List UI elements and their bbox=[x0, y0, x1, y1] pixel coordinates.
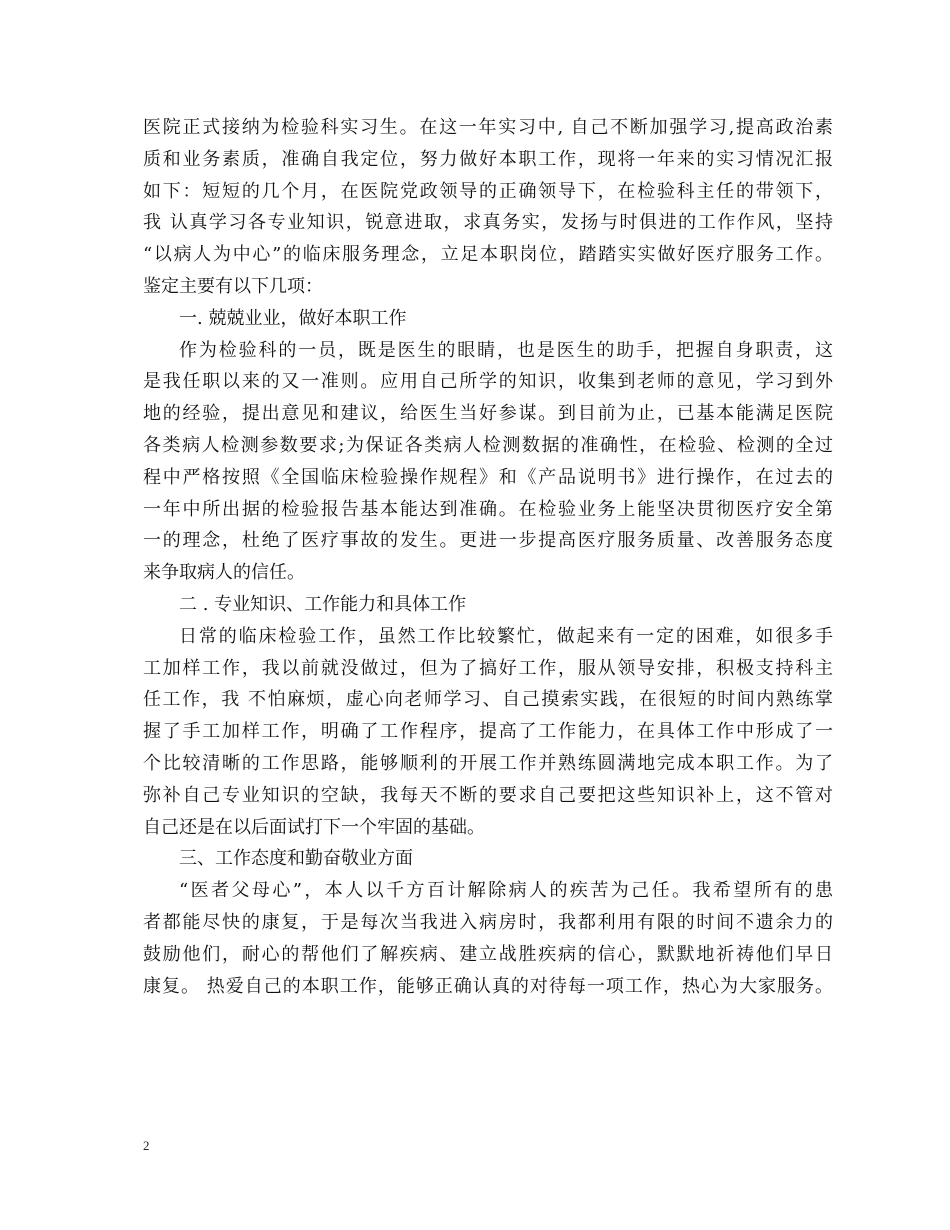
text-line: 是我任职以来的又一准则。应用自己所学的知识，收集到老师的意见，学习到外 bbox=[143, 371, 833, 393]
section-heading: 三、工作态度和勤奋敬业方面 bbox=[179, 848, 413, 870]
text-line: 自己还是在以后面试打下一个牢固的基础。 bbox=[143, 816, 485, 838]
text-line: 来争取病人的信任。 bbox=[143, 562, 305, 584]
text-line: 弥补自己专业知识的空缺，我每天不断的要求自己要把这些知识补上，这不管对 bbox=[143, 784, 833, 806]
text-line: 者都能尽快的康复，于是每次当我进入病房时，我都利用有限的时间不遗余力的 bbox=[143, 911, 833, 933]
text-line: 工加样工作，我以前就没做过，但为了搞好工作，服从领导安排，积极支持科主 bbox=[143, 657, 833, 679]
text-line: 作为检验科的一员，既是医生的眼睛，也是医生的助手，把握自身职责，这 bbox=[179, 339, 833, 361]
text-line: 鉴定主要有以下几项： bbox=[143, 275, 323, 297]
section-heading: 一. 兢兢业业，做好本职工作 bbox=[179, 307, 407, 329]
text-line: 握了手工加样工作，明确了工作程序，提高了工作能力，在具体工作中形成了一 bbox=[143, 721, 833, 743]
text-line: 程中严格按照《全国临床检验操作规程》和《产品说明书》进行操作，在过去的 bbox=[143, 466, 833, 488]
text-line: “以病人为中心”的临床服务理念，立足本职岗位，踏踏实实做好医疗服务工作。 bbox=[143, 244, 833, 266]
page-number: 2 bbox=[143, 1138, 150, 1153]
text-line: 日常的临床检验工作，虽然工作比较繁忙，做起来有一定的困难，如很多手 bbox=[179, 625, 833, 647]
section-heading: 二 . 专业知识、工作能力和具体工作 bbox=[179, 593, 467, 615]
text-line: 如下：短短的几个月，在医院党政领导的正确领导下，在检验科主任的带领下， bbox=[143, 180, 833, 202]
text-line: 地的经验，提出意见和建议，给医生当好参谋。到目前为止，已基本能满足医院 bbox=[143, 403, 833, 425]
text-line: 鼓励他们，耐心的帮他们了解疾病、建立战胜疾病的信心，默默地祈祷他们早日 bbox=[143, 943, 833, 965]
text-line: “医者父母心”，本人以千方百计解除病人的疾苦为己任。我希望所有的患 bbox=[179, 880, 833, 902]
text-line: 任工作，我 不怕麻烦，虚心向老师学习、自己摸索实践，在很短的时间内熟练掌 bbox=[143, 689, 833, 711]
text-line: 医院正式接纳为检验科实习生。在这一年实习中, 自己不断加强学习,提高政治素 bbox=[143, 117, 833, 138]
text-line: 个比较清晰的工作思路，能够顺利的开展工作并熟练圆满地完成本职工作。为了 bbox=[143, 752, 833, 774]
text-line: 康复。 热爱自己的本职工作，能够正确认真的对待每一项工作，热心为大家服务。 bbox=[143, 975, 833, 997]
body-text bbox=[143, 112, 833, 1002]
text-line: 质和业务素质，准确自我定位，努力做好本职工作，现将一年来的实习情况汇报 bbox=[143, 148, 833, 170]
text-line: 各类病人检测参数要求;为保证各类病人检测数据的准确性，在检验、检测的全过 bbox=[143, 434, 833, 456]
text-line: 一的理念，杜绝了医疗事故的发生。更进一步提高医疗服务质量、改善服务态度 bbox=[143, 530, 833, 552]
text-line: 一年中所出据的检验报告基本能达到准确。在检验业务上能坚决贯彻医疗安全第 bbox=[143, 498, 833, 520]
text-line: 我 认真学习各专业知识，锐意进取，求真务实，发扬与时俱进的工作作风，坚持 bbox=[143, 212, 833, 234]
